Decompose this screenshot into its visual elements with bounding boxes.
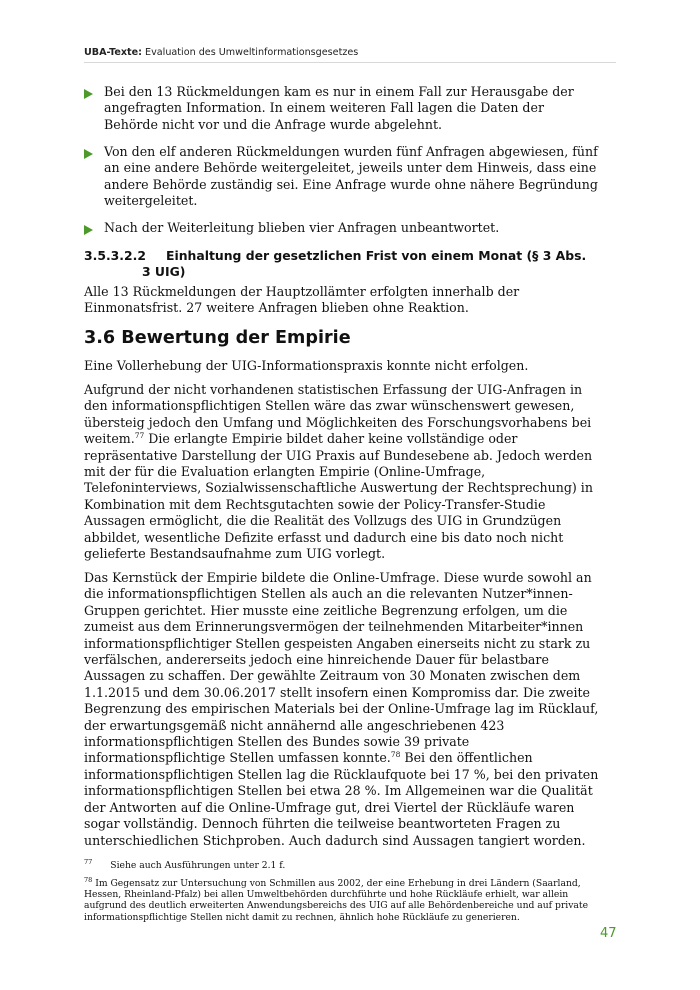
text-line: den informationspflichtigen Stellen wäre das zwar wünschenswert gewesen, xyxy=(84,398,575,414)
text-line: Alle 13 Rückmeldungen der Hauptzollämter erfolgten innerhalb der xyxy=(84,284,520,299)
text-fragment: informationspflichtige Stellen umfassen konnte. xyxy=(84,750,391,766)
subsection-title-cont: 3 UIG) xyxy=(142,264,186,279)
text-line: die informationspflichtigen Stellen als auch an die relevanten Nutzer*innen- xyxy=(84,586,573,602)
text-line: Kombination mit dem Rechtsgutachten sowie der Policy-Transfer-Studie xyxy=(84,496,546,512)
bullet-line: Nach der Weiterleitung blieben vier Anfragen unbeantwortet. xyxy=(104,220,500,235)
text-line: informationspflichtigen Stellen bei etwa 28 %. Im Allgemeinen war die Qualität xyxy=(84,783,593,799)
text-line: sogar vollständig. Dennoch führten die teilweise beantworteten Fragen zu xyxy=(84,816,561,832)
text-line: der erwartungsgemäß nicht annähernd alle angeschriebenen 423 xyxy=(84,717,505,733)
running-header xyxy=(84,47,616,63)
footnote-line: aufgrund des deutlich erweiterten Anwendungsbereichs des UIG auf alle Behördenbereiche und auf private xyxy=(84,900,589,912)
footnote-ref[interactable]: 77 xyxy=(134,431,145,441)
footnote-line xyxy=(84,857,616,871)
text-line: der Antworten auf die Online-Umfrage gut, drei Viertel der Rückläufe waren xyxy=(84,799,575,815)
text-line: unterschiedlichen Stichproben. Auch dadurch sind Aussagen tangiert worden. xyxy=(84,832,586,848)
bullet-line: andere Behörde zuständig sei. Eine Anfrage wurde ohne nähere Begründung xyxy=(104,176,598,192)
text-fragment: weitem. xyxy=(84,431,135,447)
header-title: Evaluation des Umweltinformationsgesetzes xyxy=(142,47,359,58)
text-line xyxy=(84,750,616,766)
footnote-mark: 77 xyxy=(84,857,93,866)
text-line: Telefoninterviews, Sozialwissenschaftliche Auswertung der Rechtsprechung) in xyxy=(84,480,593,496)
bullet-line: weitergeleitet. xyxy=(104,193,198,209)
text-line: gelieferte Bestandsaufnahme zum UIG vorlegt. xyxy=(84,546,386,562)
page-number: 47 xyxy=(600,926,617,941)
text-line: abbildet, wesentliche Defizite erfasst und dadurch eine bis dato noch nicht xyxy=(84,529,564,545)
text-line: Aussagen ermöglicht, die die Realität des Vollzugs des UIG in Grundzügen xyxy=(84,513,562,529)
footnote-text: Im Gegensatz zur Untersuchung von Schmillen aus 2002, der eine Erhebung in drei Ländern (Saarland, xyxy=(92,878,581,889)
subsection-heading xyxy=(84,248,616,280)
text-line: Eine Vollerhebung der UIG-Informationspraxis konnte nicht erfolgen. xyxy=(84,358,529,373)
text-line: Gruppen gerichtet. Hier musste eine zeitliche Begrenzung erfolgen, um die xyxy=(84,602,568,618)
bullet-line: an eine andere Behörde weitergeleitet, jeweils unter dem Hinweis, dass eine xyxy=(104,160,597,176)
bullet-line: angefragten Information. In einem weiteren Fall lagen die Daten der xyxy=(104,100,544,116)
text-line: zumeist aus dem Erinnerungsvermögen der teilnehmenden Mitarbeiter*innen xyxy=(84,619,584,635)
text-line: repräsentative Darstellung der UIG Praxis auf Bundesebene ab. Jedoch werden xyxy=(84,447,593,463)
triangle-right-icon xyxy=(84,149,93,159)
text-line: Einmonatsfrist. 27 weitere Anfragen blieben ohne Reaktion. xyxy=(84,300,469,316)
bullet-text xyxy=(104,144,616,210)
bullet-text xyxy=(104,84,616,133)
text-line: informationspflichtigen Stellen des Bundes sowie 39 private xyxy=(84,734,470,750)
subsection-title: Einhaltung der gesetzlichen Frist von einem Monat (§ 3 Abs. xyxy=(166,248,587,263)
footnote xyxy=(84,857,616,871)
text-line: 1.1.2015 und dem 30.06.2017 stellt insofern einen Kompromiss dar. Die zweite xyxy=(84,684,590,700)
subsection-number: 3.5.3.2.2 xyxy=(84,248,146,263)
paragraph xyxy=(84,570,616,849)
footnote-line: informationspflichtige Stellen nicht damit zu rechnen, ähnlich hohe Rückläufe zu generieren. xyxy=(84,911,520,923)
text-line: übersteig jedoch den Umfang und Möglichkeiten des Forschungsvorhabens bei xyxy=(84,414,592,430)
text-line: Aussagen zu schaffen. Der gewählte Zeitraum von 30 Monaten zwischen dem xyxy=(84,668,581,684)
section-heading: 3.6 Bewertung der Empirie xyxy=(84,328,351,348)
bullet-text xyxy=(104,220,616,236)
bullet-item xyxy=(84,220,616,236)
text-line: verfälschen, andererseits jedoch eine hinreichende Dauer für belastbare xyxy=(84,652,549,668)
paragraph xyxy=(84,382,616,562)
footnote-line xyxy=(84,875,616,889)
text-line: mit der für die Evaluation erlangten Empirie (Online-Umfrage, xyxy=(84,464,486,480)
bullet-item xyxy=(84,144,616,210)
text-line: Das Kernstück der Empirie bildete die Online-Umfrage. Diese wurde sowohl an xyxy=(84,570,592,585)
bullet-line: Von den elf anderen Rückmeldungen wurden fünf Anfragen abgewiesen, fünf xyxy=(104,144,598,159)
header-series: UBA-Texte: xyxy=(84,47,142,58)
text-fragment: Bei den öffentlichen xyxy=(400,750,533,766)
footnote-text: Siehe auch Ausführungen unter 2.1 f. xyxy=(110,860,286,871)
paragraph xyxy=(84,358,616,374)
triangle-right-icon xyxy=(84,225,93,235)
bullet-item xyxy=(84,84,616,133)
text-line: Begrenzung des empirischen Materials bei der Online-Umfrage lag im Rücklauf, xyxy=(84,701,599,717)
footnote xyxy=(84,875,616,923)
bullet-line: Behörde nicht vor und die Anfrage wurde abgelehnt. xyxy=(104,116,443,132)
footnote-mark: 78 xyxy=(84,875,93,884)
text-line: Aufgrund der nicht vorhandenen statistischen Erfassung der UIG-Anfragen in xyxy=(84,382,583,397)
triangle-right-icon xyxy=(84,89,93,99)
bullet-line: Bei den 13 Rückmeldungen kam es nur in einem Fall zur Herausgabe der xyxy=(104,84,574,99)
subsection-paragraph xyxy=(84,284,616,317)
text-fragment: Die erlangte Empirie bildet daher keine vollständige oder xyxy=(144,431,518,447)
footnote-line: Hessen, Rheinland-Pfalz) bei allen Umweltbehörden durchführte und hohe Rückläufe erhielt, war allein xyxy=(84,889,569,901)
text-line xyxy=(84,431,616,447)
text-line: informationspflichtiger Stellen gespeisten Angaben einerseits nicht zu stark zu xyxy=(84,635,591,651)
text-line: informationspflichtigen Stellen lag die Rücklaufquote bei 17 %, bei den privaten xyxy=(84,766,599,782)
footnote-ref[interactable]: 78 xyxy=(390,750,401,760)
